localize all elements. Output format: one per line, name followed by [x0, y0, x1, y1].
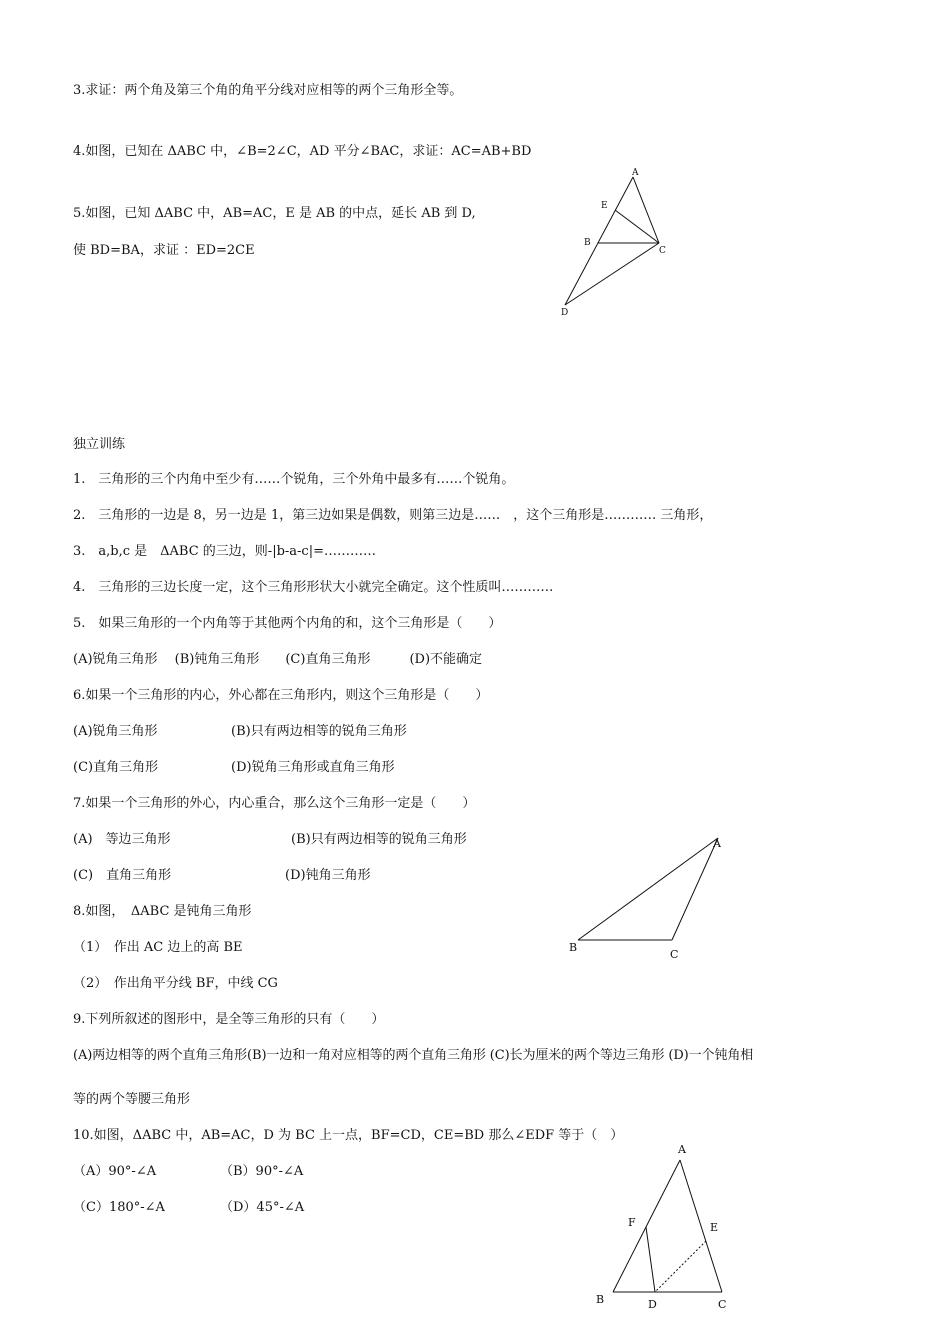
exercise-10: 10.如图，ΔABC 中，AB=AC，D 为 BC 上一点，BF=CD，CE=BD 那么∠EDF 等于（ ）: [73, 1128, 624, 1143]
exercise-10-option-c: （C）180°-∠A: [73, 1200, 165, 1215]
figure-exercise-8: [578, 838, 718, 940]
exercise-8-part-1: （1） 作出 AC 边上的高 BE: [73, 940, 243, 955]
exercise-9: 9.下列所叙述的图形中，是全等三角形的只有（ ）: [73, 1012, 385, 1027]
exercise-10-option-d: （D）45°-∠A: [220, 1200, 305, 1215]
exercise-7: 7.如果一个三角形的外心，内心重合，那么这个三角形一定是（ ）: [73, 796, 476, 811]
exercise-6-option-a: (A)锐角三角形: [73, 724, 158, 739]
exercise-7-option-c: (C) 直角三角形: [73, 868, 172, 883]
label-c: C: [670, 948, 679, 961]
exercise-7-option-a: (A) 等边三角形: [73, 832, 171, 847]
exercise-1: 1. 三角形的三个内角中至少有……个锐角，三个外角中最多有……个锐角。: [73, 472, 515, 487]
label-b: B: [596, 1293, 605, 1306]
label-a: A: [632, 168, 639, 178]
segment-ab: [613, 1160, 680, 1292]
exercise-5: 5. 如果三角形的一个内角等于其他两个内角的和，这个三角形是（ ）: [73, 616, 502, 631]
label-a: A: [713, 837, 721, 850]
problem-3: 3.求证：两个角及第三个角的角平分线对应相等的两个三角形全等。: [73, 83, 463, 98]
segment-fd: [646, 1227, 655, 1292]
exercise-6-option-d: (D)锐角三角形或直角三角形: [231, 760, 395, 775]
exercise-2: 2. 三角形的一边是 8，另一边是 1，第三边如果是偶数，则第三边是…… ，这个三角形是………… 三角形，: [73, 508, 713, 523]
exercise-3: 3. a,b,c 是 ΔABC 的三边，则-|b-a-c|=…………: [73, 544, 376, 559]
exercise-6: 6.如果一个三角形的内心，外心都在三角形内，则这个三角形是（ ）: [73, 688, 489, 703]
label-e: E: [601, 201, 608, 211]
label-b: B: [584, 238, 591, 248]
exercise-4: 4. 三角形的三边长度一定，这个三角形形状大小就完全确定。这个性质叫…………: [73, 580, 554, 595]
problem-5-cont: 使 BD=BA，求证 ：ED=2CE: [73, 243, 255, 258]
segment-dc: [565, 243, 659, 305]
segment-ad: [565, 177, 633, 305]
exercise-7-option-d: (D)钝角三角形: [285, 868, 371, 883]
label-d: D: [561, 308, 569, 318]
exercise-9-options-cont: 等的两个等腰三角形: [73, 1092, 191, 1107]
label-c: C: [659, 246, 666, 256]
exercise-8: 8.如图， ΔABC 是钝角三角形: [73, 904, 252, 919]
segment-ed: [655, 1241, 706, 1292]
label-b: B: [569, 941, 578, 954]
section-title: 独立训练: [73, 437, 126, 452]
label-e: E: [710, 1221, 719, 1234]
exercise-6-option-c: (C)直角三角形: [73, 760, 159, 775]
exercise-10-option-b: （B）90°-∠A: [220, 1164, 304, 1179]
exercise-6-option-b: (B)只有两边相等的锐角三角形: [231, 724, 407, 739]
problem-5: 5.如图，已知 ΔABC 中，AB=AC，E 是 AB 的中点，延长 AB 到 D,: [73, 206, 476, 221]
exercise-5-options: (A)锐角三角形 (B)钝角三角形 (C)直角三角形 (D)不能确定: [73, 652, 483, 667]
label-c: C: [718, 1298, 727, 1311]
problem-4: 4.如图，已知在 ΔABC 中，∠B=2∠C，AD 平分∠BAC，求证：AC=AB+BD: [73, 144, 532, 159]
exercise-7-option-b: (B)只有两边相等的锐角三角形: [291, 832, 467, 847]
segment-ab: [578, 838, 718, 940]
segment-ca: [672, 838, 718, 940]
exercise-9-options: (A)两边相等的两个直角三角形(B)一边和一角对应相等的两个直角三角形 (C)长为厘米的两个等边三角形 (D)一个钝角相: [73, 1048, 754, 1063]
label-a: A: [678, 1143, 686, 1156]
exercise-10-option-a: （A）90°-∠A: [73, 1164, 157, 1179]
exercise-8-part-2: （2） 作出角平分线 BF，中线 CG: [73, 976, 278, 991]
label-f: F: [628, 1216, 636, 1229]
label-d: D: [648, 1298, 657, 1311]
